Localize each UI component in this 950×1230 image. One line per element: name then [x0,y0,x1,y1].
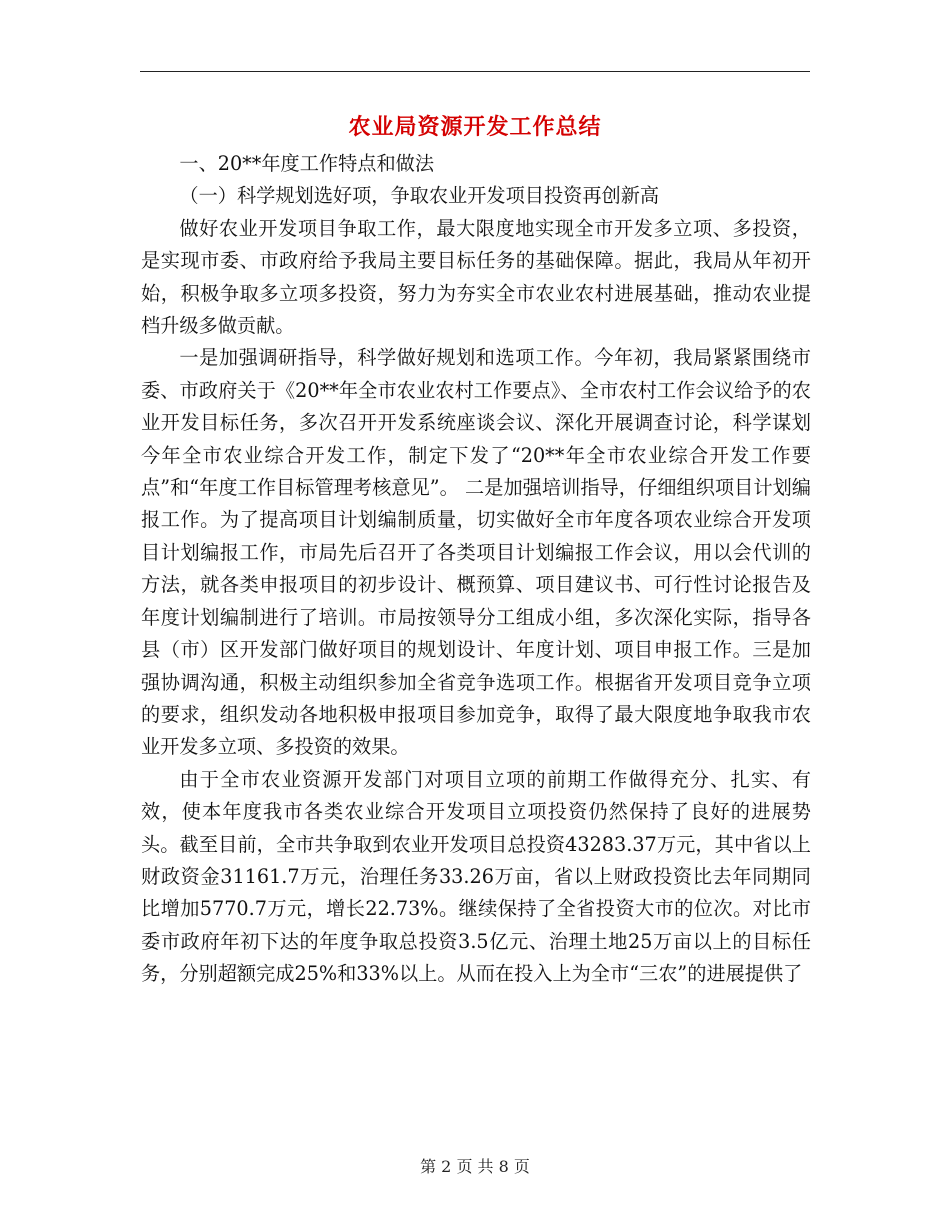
header-rule [140,71,810,72]
paragraph: 一是加强调研指导，科学做好规划和选项工作。今年初，我局紧紧围绕市委、市政府关于《20**年全市农业农村工作要点》、全市农村工作会议给予的农业开发目标任务，多次召开开发系统座谈会议、深化开展调查讨论，科学谋划今年全市农业综合开发工作，制定下发了“20**年全市农业综合开发工作要点”和“年度工作目标管理考核意见”。 二是加强培训指导，仔细组织项目计划编报工作。为了提高项目计划编制质量，切实做好全市年度各项农业综合开发项目计划编报工作，市局先后召开了各类项目计划编报工作会议，用以会代训的方法，就各类申报项目的初步设计、概预算、项目建议书、可行性讨论报告及年度计划编制进行了培训。市局按领导分工组成小组，多次深化实际，指导各县（市）区开发部门做好项目的规划设计、年度计划、项目申报工作。三是加强协调沟通，积极主动组织参加全省竞争选项工作。根据省开发项目竞争立项的要求，组织发动各地积极申报项目参加竞争，取得了最大限度地争取我市农业开发多立项、多投资的效果。 [141,346,811,759]
paragraph: 做好农业开发项目争取工作，最大限度地实现全市开发多立项、多投资，是实现市委、市政府给予我局主要目标任务的基础保障。据此，我局从年初开始，积极争取多立项多投资，努力为夯实全市农业农村进展基础，推动农业提档升级多做贡献。 [141,216,811,338]
section-heading: 一、20**年度工作特点和做法 [179,152,435,175]
page-title: 农业局资源开发工作总结 [348,115,602,140]
page-number: 第 2 页 共 8 页 [420,1157,530,1176]
paragraph: 由于全市农业资源开发部门对项目立项的前期工作做得充分、扎实、有效，使本年度我市各类农业综合开发项目立项投资仍然保持了良好的进展势头。截至目前，全市共争取到农业开发项目总投资43283.37万元，其中省以上财政资金31161.7万元，治理任务33.26万亩，省以上财政投资比去年同期同比增加5770.7万元，增长22.73%。继续保持了全省投资大市的位次。对比市委市政府年初下达的年度争取总投资3.5亿元、治理土地25万亩以上的目标任务，分别超额完成25%和33%以上。从而在投入上为全市“三农”的进展提供了 [141,767,811,986]
subsection-heading: （一）科学规划选好项，争取农业开发项目投资再创新高 [179,184,660,208]
document-body [141,148,811,991]
